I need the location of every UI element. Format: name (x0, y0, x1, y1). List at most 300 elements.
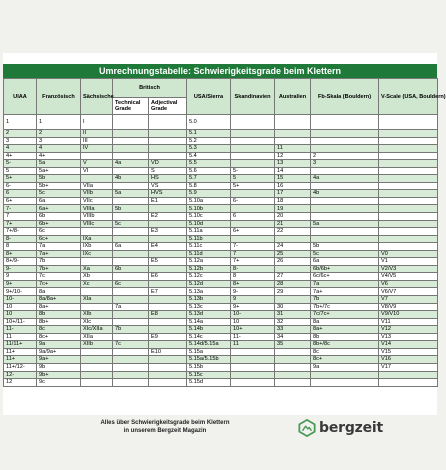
table-row (4, 348, 438, 356)
table-cell (379, 167, 438, 175)
table-cell (379, 243, 438, 251)
table-cell: IXa (81, 235, 113, 243)
table-cell: 5.15a/5.15b (187, 356, 231, 364)
table-cell: 5c (311, 250, 379, 258)
table-cell: 10 (4, 311, 37, 319)
conversion-table (3, 78, 446, 387)
table-cell: V12 (379, 326, 438, 334)
table-cell (113, 235, 149, 243)
table-cell (231, 152, 275, 160)
table-cell: 6- (231, 197, 275, 205)
table-cell: 5.1 (187, 130, 231, 138)
table-cell: 9b (37, 363, 81, 371)
table-cell (311, 167, 379, 175)
table-cell: 9+ (231, 303, 275, 311)
table-cell (149, 137, 187, 145)
table-cell (379, 115, 438, 130)
table-cell (379, 205, 438, 213)
table-cell: 5.11b (187, 235, 231, 243)
table-cell: Xb (81, 273, 113, 281)
table-cell (275, 296, 311, 304)
table-cell: 27 (275, 273, 311, 281)
table-cell: 5.11d (187, 250, 231, 258)
table-cell (275, 371, 311, 379)
table-cell (113, 182, 149, 190)
table-cell: HS (149, 175, 187, 183)
table-cell: V8/V9 (379, 303, 438, 311)
table-cell: V6 (379, 280, 438, 288)
table-cell (113, 130, 149, 138)
table-cell: 4 (4, 145, 37, 153)
bergzeit-logo (298, 418, 383, 438)
table-cell: 6c/6c+ (311, 273, 379, 281)
logo-text: bergzeit (319, 420, 383, 436)
table-row (4, 130, 438, 138)
table-cell: 1 (4, 115, 37, 130)
table-cell (311, 228, 379, 236)
table-cell: 10- (231, 311, 275, 319)
table-row (4, 250, 438, 258)
table-cell: VIIIa (81, 205, 113, 213)
table-row (4, 280, 438, 288)
table-cell: 7c+ (37, 280, 81, 288)
table-cell: 5a+ (37, 167, 81, 175)
table-cell: 8a (311, 318, 379, 326)
table-row (4, 265, 438, 273)
table-cell (149, 318, 187, 326)
table-cell: 4a (113, 160, 149, 168)
table-cell: 26 (275, 258, 311, 266)
table-cell: 10 (4, 303, 37, 311)
table-cell (275, 115, 311, 130)
header-v-scale: V-Scale (USA, Bouldern) (379, 79, 438, 115)
table-cell: 9a (311, 363, 379, 371)
table-cell: 5.5 (187, 160, 231, 168)
table-cell: IXb (81, 243, 113, 251)
table-cell: 7a+ (311, 288, 379, 296)
table-cell (379, 220, 438, 228)
table-cell (113, 348, 149, 356)
table-cell: 6a (37, 197, 81, 205)
table-cell (113, 371, 149, 379)
table-cell: VIIIc (81, 220, 113, 228)
table-cell (311, 130, 379, 138)
table-cell (113, 167, 149, 175)
table-cell: V9/V10 (379, 311, 438, 319)
table-cell: 5b (311, 243, 379, 251)
table-cell: V11 (379, 318, 438, 326)
table-cell (379, 137, 438, 145)
table-cell: 5.13b (187, 296, 231, 304)
table-cell: 9- (4, 265, 37, 273)
table-cell (113, 379, 149, 387)
table-cell: 7b (37, 258, 81, 266)
table-cell: 5.11a (187, 228, 231, 236)
table-cell (149, 303, 187, 311)
table-cell (311, 371, 379, 379)
table-cell: 7a+ (37, 250, 81, 258)
table-cell (149, 326, 187, 334)
table-cell: 5.15c (187, 371, 231, 379)
table-cell: E3 (149, 228, 187, 236)
table-cell: 5+ (231, 182, 275, 190)
table-cell: 4b (311, 190, 379, 198)
table-cell: E10 (149, 348, 187, 356)
table-cell: 5.14c (187, 333, 231, 341)
table-cell: 8b+/8c (311, 341, 379, 349)
header-uiaa: UIAA (4, 79, 37, 115)
table-cell: 5.12d (187, 280, 231, 288)
table-row (4, 220, 438, 228)
table-cell: 6 (231, 213, 275, 221)
table-cell: V16 (379, 356, 438, 364)
table-cell: 8+ (231, 280, 275, 288)
table-cell: 7b+/7c (311, 303, 379, 311)
footer-line-1: Alles über Schwierigkeitsgrade beim Klettern (100, 420, 230, 426)
table-cell: 16 (275, 182, 311, 190)
table-row (4, 363, 438, 371)
table-cell (81, 303, 113, 311)
table-cell (81, 371, 113, 379)
table-cell (149, 220, 187, 228)
table-cell: 6a (113, 243, 149, 251)
table-cell: 5b (113, 205, 149, 213)
table-cell: 5b+ (37, 182, 81, 190)
table-cell: 5a (113, 190, 149, 198)
table-cell (113, 296, 149, 304)
header-saxon: Sächsische (81, 79, 113, 115)
table-cell (149, 152, 187, 160)
table-cell (379, 228, 438, 236)
table-cell (81, 152, 113, 160)
table-cell: 8c+ (311, 356, 379, 364)
table-cell: 8- (4, 235, 37, 243)
table-cell: 5.3 (187, 145, 231, 153)
table-row (4, 213, 438, 221)
table-cell: V4/V5 (379, 273, 438, 281)
table-cell: 7+ (4, 220, 37, 228)
table-row (4, 167, 438, 175)
header-usa-sierra: USA/Sierra (187, 79, 231, 115)
table-cell: 10+/11- (4, 318, 37, 326)
table-cell (231, 371, 275, 379)
table-cell: V2/V3 (379, 265, 438, 273)
table-cell: 5.14d/5.15a (187, 341, 231, 349)
table-cell: 34 (275, 333, 311, 341)
table-cell: 6b (113, 265, 149, 273)
table-cell (113, 258, 149, 266)
table-cell (311, 379, 379, 387)
table-cell: 8a/8a+ (37, 296, 81, 304)
table-cell (149, 296, 187, 304)
table-cell: 4 (37, 145, 81, 153)
table-cell: 12- (4, 371, 37, 379)
table-cell: 8b (311, 333, 379, 341)
table-cell: III (81, 137, 113, 145)
table-cell (311, 197, 379, 205)
table-cell (81, 175, 113, 183)
table-cell: 7c (113, 341, 149, 349)
table-cell (379, 197, 438, 205)
table-cell (275, 130, 311, 138)
table-cell: 8b (37, 311, 81, 319)
table-cell: 5.8 (187, 182, 231, 190)
table-cell: 5a (37, 160, 81, 168)
table-cell: 3 (311, 160, 379, 168)
table-row (4, 152, 438, 160)
table-cell: I (81, 115, 113, 130)
table-cell: 5.15a (187, 348, 231, 356)
table-cell (81, 379, 113, 387)
table-cell (149, 379, 187, 387)
table-cell: VI (81, 167, 113, 175)
header-scandinavia: Skandinavien (231, 79, 275, 115)
table-cell (149, 280, 187, 288)
table-row (4, 333, 438, 341)
table-row (4, 379, 438, 387)
table-cell: 11- (4, 326, 37, 334)
table-cell: 9a (37, 341, 81, 349)
table-cell: 5.4 (187, 152, 231, 160)
table-cell (113, 288, 149, 296)
table-cell (275, 379, 311, 387)
table-cell (379, 182, 438, 190)
table-row (4, 371, 438, 379)
table-row (4, 303, 438, 311)
table-cell: 5+ (4, 175, 37, 183)
table-cell: 8c+ (37, 333, 81, 341)
table-cell (149, 356, 187, 364)
table-cell (311, 182, 379, 190)
table-cell: 5.12b (187, 265, 231, 273)
table-cell (275, 137, 311, 145)
table-cell: VIIb (81, 190, 113, 198)
table-cell (311, 137, 379, 145)
table-cell: E9 (149, 333, 187, 341)
table-cell: 5.13c (187, 303, 231, 311)
table-cell: 5- (231, 167, 275, 175)
table-cell: V14 (379, 341, 438, 349)
table-cell: 7+/8- (4, 228, 37, 236)
table-cell (311, 145, 379, 153)
table-cell: 8a+ (37, 303, 81, 311)
table-cell (379, 235, 438, 243)
table-cell (231, 130, 275, 138)
table-cell: VIIc (81, 197, 113, 205)
table-cell: 9b+ (37, 371, 81, 379)
table-cell: 8- (231, 265, 275, 273)
table-cell (231, 379, 275, 387)
table-cell (113, 363, 149, 371)
table-row (4, 273, 438, 281)
table-row (4, 288, 438, 296)
table-row (4, 341, 438, 349)
table-cell: XIIb (81, 341, 113, 349)
table-cell: 5.14b (187, 326, 231, 334)
table-cell (311, 213, 379, 221)
table-cell: 5.2 (187, 137, 231, 145)
table-cell: 10+ (231, 326, 275, 334)
footer-note (95, 419, 235, 435)
table-cell: VIIIb (81, 213, 113, 221)
table-cell: E6 (149, 273, 187, 281)
table-row (4, 115, 438, 130)
header-fb-scale: Fb-Skala (Bouldern) (311, 79, 379, 115)
table-cell (149, 145, 187, 153)
table-cell: 5.6 (187, 167, 231, 175)
table-cell (81, 258, 113, 266)
table-cell (113, 356, 149, 364)
table-cell: 7- (4, 205, 37, 213)
table-row (4, 182, 438, 190)
table-cell: 5.7 (187, 175, 231, 183)
table-cell: 25 (275, 250, 311, 258)
table-cell: 8a+ (311, 326, 379, 334)
table-cell: 5c (37, 190, 81, 198)
header-french: Französisch (37, 79, 81, 115)
table-cell: 3 (4, 137, 37, 145)
table-cell (113, 115, 149, 130)
table-cell: 15 (275, 175, 311, 183)
table-cell (231, 160, 275, 168)
table-cell: XIc (81, 318, 113, 326)
table-cell: 8 (231, 273, 275, 281)
table-row (4, 311, 438, 319)
table-row (4, 205, 438, 213)
table-cell: 9a+ (37, 356, 81, 364)
table-cell: 5.9 (187, 190, 231, 198)
table-cell: 31 (275, 311, 311, 319)
table-cell: 8c (37, 326, 81, 334)
table-cell (113, 318, 149, 326)
table-cell: 3 (37, 137, 81, 145)
table-cell: 11- (231, 333, 275, 341)
table-cell: 6a (311, 258, 379, 266)
table-cell (113, 273, 149, 281)
table-cell (81, 348, 113, 356)
table-cell: 5.12a (187, 258, 231, 266)
table-cell: 2 (311, 152, 379, 160)
table-cell: 7b (113, 326, 149, 334)
table-cell (149, 235, 187, 243)
table-cell (113, 137, 149, 145)
table-cell: 1 (37, 115, 81, 130)
table-cell: 7b+ (37, 265, 81, 273)
table-cell (231, 235, 275, 243)
table-cell: 5b (37, 175, 81, 183)
table-cell: 19 (275, 205, 311, 213)
table-cell (379, 152, 438, 160)
table-cell: 4a (311, 175, 379, 183)
table-cell: 11 (231, 341, 275, 349)
table-cell (149, 341, 187, 349)
table-cell: 8+ (4, 250, 37, 258)
table-cell: 11/11+ (4, 341, 37, 349)
table-row (4, 228, 438, 236)
table-cell (81, 363, 113, 371)
table-cell (113, 311, 149, 319)
table-cell: 11 (4, 333, 37, 341)
table-row (4, 145, 438, 153)
table-cell: 6 (4, 190, 37, 198)
table-cell: 10- (4, 296, 37, 304)
table-cell: 33 (275, 326, 311, 334)
table-cell (379, 175, 438, 183)
table-cell (379, 371, 438, 379)
table-cell: 11+/12- (4, 363, 37, 371)
table-cell: IXc (81, 250, 113, 258)
table-cell (379, 145, 438, 153)
table-cell: 6b+ (37, 220, 81, 228)
table-cell: 8b+ (37, 318, 81, 326)
table-cell (311, 205, 379, 213)
table-cell: E1 (149, 197, 187, 205)
table-cell: 7a (311, 280, 379, 288)
table-cell (113, 228, 149, 236)
table-cell: Xc (81, 280, 113, 288)
table-cell: 9a/9a+ (37, 348, 81, 356)
table-cell: 4+ (4, 152, 37, 160)
table-cell: 7a (113, 303, 149, 311)
table-cell: 12 (275, 152, 311, 160)
table-cell: 7 (4, 213, 37, 221)
table-cell: 5.12c (187, 273, 231, 281)
table-cell: 35 (275, 341, 311, 349)
table-cell: 18 (275, 197, 311, 205)
table-cell: 9c (37, 379, 81, 387)
table-cell: 8 (4, 243, 37, 251)
table-cell: 8+/9- (4, 258, 37, 266)
table-cell: 6b (37, 213, 81, 221)
table-cell: 7 (231, 250, 275, 258)
table-cell: 30 (275, 303, 311, 311)
bergzeit-mountain-logo-icon (298, 419, 316, 437)
table-cell: 13 (275, 160, 311, 168)
table-cell (149, 115, 187, 130)
table-cell: 7c (37, 273, 81, 281)
table-cell: 5.15b (187, 363, 231, 371)
table-cell: 12 (4, 379, 37, 387)
table-cell: 11+ (4, 348, 37, 356)
table-cell (379, 160, 438, 168)
table-cell (149, 250, 187, 258)
table-cell: 9+/10- (4, 288, 37, 296)
table-cell: S (149, 167, 187, 175)
table-cell: 7+ (231, 258, 275, 266)
table-cell: 7b (311, 296, 379, 304)
table-cell: V1 (379, 258, 438, 266)
table-cell: 5.0 (187, 115, 231, 130)
table-cell: II (81, 130, 113, 138)
table-cell: 5 (4, 167, 37, 175)
table-cell: 5 (231, 175, 275, 183)
table-cell: 14 (275, 167, 311, 175)
table-cell: 7c/7c+ (311, 311, 379, 319)
table-cell: V17 (379, 363, 438, 371)
table-cell: 9 (4, 273, 37, 281)
table-cell: 9+ (4, 280, 37, 288)
table-cell (81, 356, 113, 364)
table-cell: 6b/6b+ (311, 265, 379, 273)
table-cell: 6+ (4, 197, 37, 205)
table-cell (311, 115, 379, 130)
table-cell: VD (149, 160, 187, 168)
table-cell: 5a (311, 220, 379, 228)
table-cell (379, 190, 438, 198)
table-cell: E2 (149, 213, 187, 221)
table-row (4, 356, 438, 364)
table-cell: 2 (37, 130, 81, 138)
